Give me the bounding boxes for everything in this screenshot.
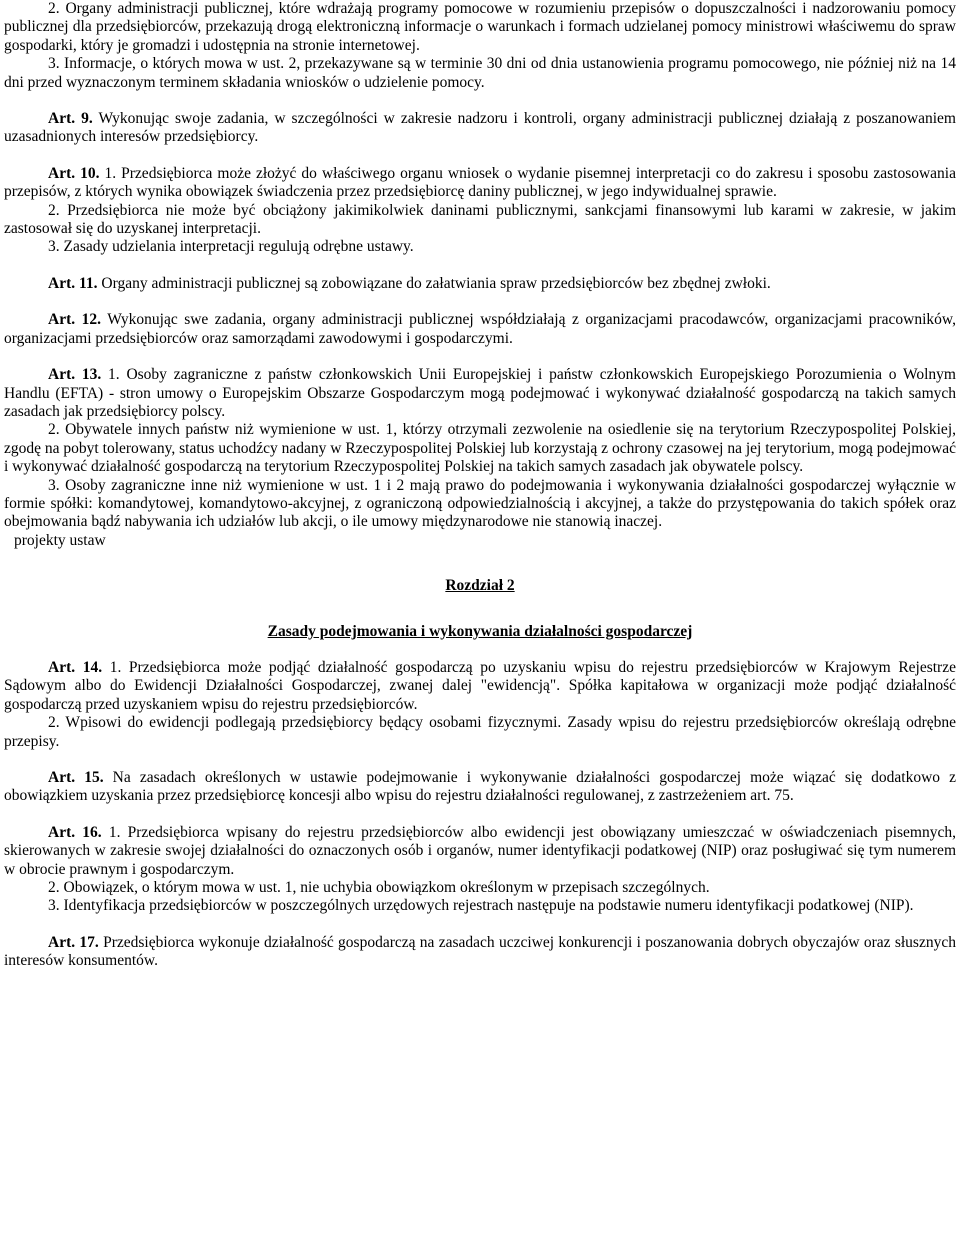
article-text: Na zasadach określonych w ustawie podejmowanie i wykonywanie działalności gospodarczej może wiązać się dodatkowo z obowiązkiem uzyskania przez przedsiębiorcę koncesji albo wpisu do rejestru działalności regulowanej, z zastrzeżeniem art. 75. [4,769,956,805]
article-label: Art. 11. [48,274,98,292]
article-label: Art. 9. [48,110,93,128]
paragraph: 3. Osoby zagraniczne inne niż wymienione w ust. 1 i 2 mają prawo do podejmowania i wykonywania działalności gospodarczej wyłącznie w formie spółki: komandytowej, komandytowo-akcyjnej, z ograniczoną odpowiedzialnością i akcyjnej, a także do przystępowania do takich spółek oraz obejmowania bądź nabywania ich udziałów lub akcji, o ile umowy międzynarodowe nie stanowią inaczej. [4,476,956,531]
article-art-10 [4,165,956,202]
paragraph-gap [4,92,956,110]
article-label: Art. 12. [48,311,101,329]
paragraph-gap [4,293,956,311]
article-art-16 [4,824,956,879]
article-art-17 [4,934,956,971]
paragraph: 3. Zasady udzielania interpretacji regulują odrębne ustawy. [48,238,414,256]
article-text: 1. Przedsiębiorca może podjąć działalność gospodarczą po uzyskaniu wpisu do rejestru przedsiębiorców w Krajowym Rejestrze Sądowym albo do Ewidencji Działalności Gospodarczej, zwanej dalej "ewidencją". Spółka kapitałowa w organizacji może podjąć działalność gospodarczą przed uzyskaniem wpisu do rejestru przedsiębiorców. [4,658,956,713]
paragraph: 3. Identyfikacja przedsiębiorców w poszczególnych urzędowych rejestrach następuje na podstawie numeru identyfikacji podatkowej (NIP). [48,897,914,915]
paragraph: 2. Obywatele innych państw niż wymienione w ust. 1, którzy otrzymali zezwolenie na osiedlenie się na terytorium Rzeczypospolitej Polskiej, zgodę na pobyt tolerowany, status uchodźcy nadany w Rzeczypospolitej Polskiej lub korzystają z ochrony czasowej na jej terytorium, mogą podejmować i wykonywać działalność gospodarczą na terytorium Rzeczypospolitej Polskiej na takich samych zasadach jak obywatele polscy. [4,421,956,476]
article-text: 1. Przedsiębiorca może złożyć do właściwego organu wniosek o wydanie pisemnej interpretacji co do zakresu i sposobu zastosowania przepisów, z których wynika obowiązek świadczenia przez przedsiębiorcę daniny publicznej, w jego indywidualnej sprawie. [4,164,956,201]
article-art-13 [4,366,956,421]
article-label: Art. 13. [48,366,102,384]
article-text: 1. Osoby zagraniczne z państw członkowskich Unii Europejskiej i państw członkowskich Europejskiego Porozumienia o Wolnym Handlu (EFTA) - stron umowy o Europejskim Obszarze Gospodarczym mogą podejmować i wykonywać działalność gospodarczą na takich samych zasadach jak przedsiębiorcy polscy. [4,366,956,420]
article-label: Art. 14. [48,658,103,676]
article-label: Art. 17. [48,933,99,951]
article-text: 1. Przedsiębiorca wpisany do rejestru przedsiębiorców albo ewidencji jest obowiązany umieszczać w oświadczeniach pisemnych, skierowanych w zakresie swojej działalności do oznaczonych osób i organów, numer identyfikacji podatkowej (NIP) oraz posługiwać się tym numerem w obrocie prawnym i gospodarczym. [4,823,956,878]
paragraph-gap [4,806,956,824]
paragraph: 2. Obowiązek, o którym mowa w ust. 1, nie uchybia obowiązkom określonym w przepisach szczególnych. [48,879,710,897]
chapter-heading: Zasady podejmowania i wykonywania działalności gospodarczej [267,622,693,640]
article-art-14 [4,659,956,714]
paragraph: 2. Przedsiębiorca nie może być obciążony jakimikolwiek daninami publicznymi, sankcjami finansowymi lub karami w zakresie, w jakim zastosował się do uzyskanej interpretacji. [4,201,956,238]
paragraph-gap [4,596,956,614]
paragraph: 3. Informacje, o których mowa w ust. 2, przekazywane są w terminie 30 dni od dnia ustanowienia programu pomocowego, nie później niż na 14 dni przed wyznaczonym terminem składania wniosków o udzielenie pomocy. [4,55,956,91]
article-art-9 [4,110,956,147]
article-label: Art. 10. [48,164,100,182]
paragraph-gap [4,916,956,934]
article-text: Organy administracji publicznej są zobowiązane do załatwiania spraw przedsiębiorców bez zbędnej zwłoki. [97,274,771,292]
paragraph-gap [4,147,956,165]
paragraph-gap [4,568,956,577]
paragraph: 2. Wpisowi do ewidencji podlegają przedsiębiorcy będący osobami fizycznymi. Zasady wpisu do rejestru przedsiębiorców określają odrębne przepisy. [4,714,956,750]
stray-note: projekty ustaw [14,531,106,549]
article-text: Wykonując swe zadania, organy administracji publicznej współdziałają z organizacjami pracodawców, organizacjami pracowników, organizacjami przedsiębiorców oraz samorządami zawodowymi i gospodarczymi. [4,311,956,347]
chapter-heading: Rozdział 2 [445,577,515,595]
paragraph-gap [4,348,956,366]
article-art-11 [4,275,956,293]
paragraph-gap [4,751,956,769]
article-text: Przedsiębiorca wykonuje działalność gospodarczą na zasadach uczciwej konkurencji i poszanowania dobrych obyczajów oraz słusznych interesów konsumentów. [4,933,956,970]
paragraph-gap [4,257,956,275]
article-art-15 [4,769,956,806]
article-label: Art. 15. [48,769,104,786]
article-text: Wykonując swoje zadania, w szczególności w zakresie nadzoru i kontroli, organy administracji publicznej działają z poszanowaniem uzasadnionych interesów przedsiębiorcy. [4,110,956,146]
paragraph-gap [4,641,956,659]
paragraph: 2. Organy administracji publicznej, które wdrażają programy pomocowe w rozumieniu przepisów o dopuszczalności i nadzorowaniu pomocy publicznej dla przedsiębiorców, przekazują drogą elektroniczną informacje o warunkach i formach udzielanej pomocy ministrowi właściwemu do spraw gospodarki, który je gromadzi i udostępnia na stronie internetowej. [4,0,956,54]
article-label: Art. 16. [48,823,102,841]
paragraph-gap [4,550,956,568]
article-art-12 [4,311,956,348]
paragraph-gap [4,614,956,623]
